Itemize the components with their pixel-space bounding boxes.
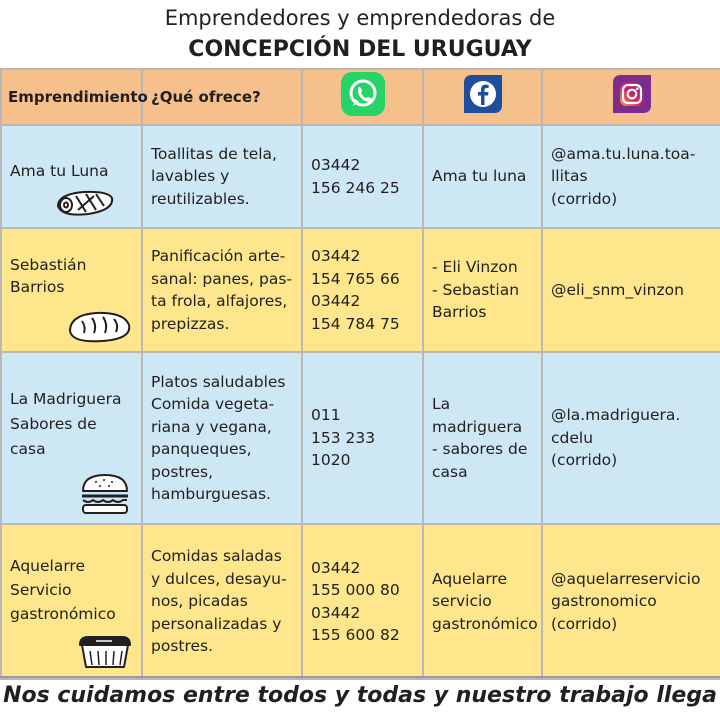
footer-text: Nos cuidamos entre todos y todas y nuestro trabajo llega bbox=[3, 683, 717, 708]
header-whatsapp bbox=[302, 69, 423, 125]
towel-roll-icon bbox=[54, 186, 116, 220]
offer-text: Platos saludables Comida vegeta- riana y vegana, panqueques, postres, hamburguesas. bbox=[142, 352, 302, 524]
phone-text: 03442 156 246 25 bbox=[302, 125, 423, 228]
whatsapp-icon bbox=[340, 71, 386, 117]
title-line-2: CONCEPCIÓN DEL URUGUAY bbox=[188, 37, 532, 62]
entrepreneur-name: Aquelarre Servicio gastronómico bbox=[1, 524, 142, 679]
table-row bbox=[1, 524, 720, 679]
instagram-text: @eli_snm_vinzon bbox=[542, 228, 720, 352]
offer-text: Toallitas de tela, lavables y reutilizables. bbox=[142, 125, 302, 228]
instagram-text: @ama.tu.luna.toa- llitas (corrido) bbox=[542, 125, 720, 228]
table-row bbox=[1, 352, 720, 524]
facebook-text: La madriguera - sabores de casa bbox=[423, 352, 542, 524]
offer-text: Comidas saladas y dulces, desayu- nos, picadas personalizadas y postres. bbox=[142, 524, 302, 679]
facebook-text: Aquelarre servicio gastronómico bbox=[423, 524, 542, 679]
instagram-icon bbox=[609, 71, 655, 117]
table-row bbox=[1, 228, 720, 352]
instagram-text: @aquelarreservicio gastronomico (corrido) bbox=[542, 524, 720, 679]
burger-icon bbox=[78, 471, 132, 517]
facebook-icon bbox=[460, 71, 506, 117]
entrepreneur-name: Ama tu Luna bbox=[1, 125, 142, 228]
entrepreneur-name: La Madriguera Sabores de casa bbox=[1, 352, 142, 524]
table-header-row bbox=[1, 69, 720, 125]
food-container-icon bbox=[76, 631, 134, 671]
header-instagram bbox=[542, 69, 720, 125]
title-block bbox=[0, 0, 720, 68]
header-facebook bbox=[423, 69, 542, 125]
facebook-text: - Eli Vinzon - Sebastian Barrios bbox=[423, 228, 542, 352]
entrepreneur-name: Sebastián Barrios bbox=[1, 228, 142, 352]
instagram-text: @la.madriguera. cdelu (corrido) bbox=[542, 352, 720, 524]
header-offer: ¿Qué ofrece? bbox=[142, 69, 302, 125]
phone-text: 03442 154 765 66 03442 154 784 75 bbox=[302, 228, 423, 352]
entrepreneurs-table bbox=[0, 68, 720, 680]
facebook-text: Ama tu luna bbox=[423, 125, 542, 228]
header-name: Emprendimiento bbox=[1, 69, 142, 125]
title-line-1: Emprendedores y emprendedoras de bbox=[164, 6, 556, 30]
bread-icon bbox=[66, 309, 134, 345]
phone-text: 011 153 233 1020 bbox=[302, 352, 423, 524]
table-row bbox=[1, 125, 720, 228]
offer-text: Panificación arte- sanal: panes, pas- ta frola, alfajores, prepizzas. bbox=[142, 228, 302, 352]
footer-banner bbox=[0, 676, 720, 722]
phone-text: 03442 155 000 80 03442 155 600 82 bbox=[302, 524, 423, 679]
